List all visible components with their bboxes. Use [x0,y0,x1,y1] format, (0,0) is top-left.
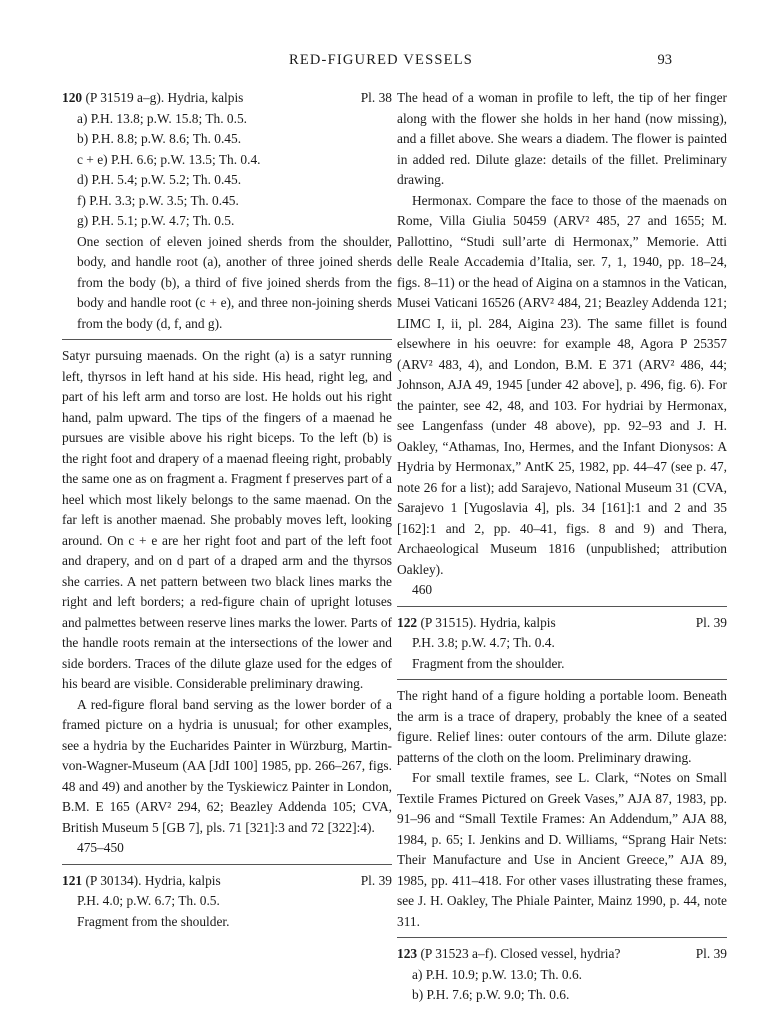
running-head [0,48,762,72]
entry-number: 122 [397,614,418,630]
condition-text: One section of eleven joined sherds from the shoulder, body, and handle root (a), another of three joined sherds from the body (b), a third of five joined sherds from the body and handle root (c + e), and three non-joining sherds from the body (d, f, and g). [77,233,392,331]
plate-reference: Pl. 39 [360,872,392,888]
entry-title: (P 30134). Hydria, kalpis [85,872,221,888]
description-text: Satyr pursuing maenads. On the right (a) is a satyr running left, thyrsos in left hand at his side. His head, right leg, and part of his left arm and torso are lost. He holds out his right hand, palm upward. The tips of the fingers of a maenad he pursues are visible above his right biceps. To the left (b) is the right foot and drapery of a maenad fleeing right, probably the same one as on fragment a. Fragment f preserves part of a heel which most likely belongs to the same maenad. On the far left is another maenad. She probably moves left, looking around. On c + e are her right foot and part of the left foot and drapery, and on d part of a draped arm and the thyrsos she carries. A net pattern between two black lines marks the right and left borders; a red-figure chain of upright lotuses and palmettes between reserve lines marks the lower. Parts of the handle roots remain at the intersections of the lower and side borders. Traces of the dilute glaze used for the edges of his beard are visible. Considerable preliminary drawing. [62,348,392,691]
entry-title: (P 31523 a–f). Closed vessel, hydria? [420,946,621,961]
entry-divider [397,937,727,938]
plate-reference: Pl. 39 [695,614,727,630]
entry-number: 121 [62,872,83,888]
catalogue-entry-123 [397,944,727,1006]
entry-heading [397,944,727,965]
condition-text: Fragment from the shoulder. [412,655,565,671]
entry-number: 123 [397,946,418,961]
entry-number: 120 [62,90,83,105]
entry-heading-text [62,871,221,892]
commentary-text: Hermonax. Compare the face to those of the maenads on Rome, Villa Giulia 50459 (ARV² 485, 27 and 1655; M. Pallottino, “Studi sull’arte di Hermonax,” Memorie. Atti delle Reale Accademia d’Italia, ser. 7, 1, 1940, pp. 18–24, figs. 8–11) or the head of Aigina on a stamnos in the Vatican, Musei Vaticani 16526 (ARV² 484, 21; Beazley Addenda 121; LIMC I, ii, pl. 284, Aigina 23). The same fillet is found elsewhere in his oeuvre: for example 48, Agora P 25357 (ARV² 483, 4), and London, B.M. E 371 (ARV² 486, 44; Johnson, AJA 49, 1945 [under 42 above], p. 496, fig. 6). For the painter, see 42, 48, and 103. For hydriai by Hermonax, see Langenfass (under 48 above), pp. 92–93 and J. H. Oakley, “Athamas, Ino, Hermes, and the Infant Dionysos: A Hydria by Hermonax,” AntK 25, 1982, pp. 44–47 (see p. 47, note 26 for a list); add Sarajevo, National Museum 31 (CVA, Sarajevo 1 [Yugoslavia 4], pls. 34 [161]:1 and 2 and 35 [162]:1 and 2, pp. 40–41, figs. 8 and 9) and Thera, Archaeological Museum 1816 (unpublished; attribution Oakley). [397,192,727,577]
entry-heading [62,871,392,892]
description-text: The right hand of a figure holding a portable loom. Beneath the arm is a trace of drapery, probably the knee of a seated figure. Relief lines: outer contours of the arm. Dilute glaze: patterns of the cloth on the loom. Preliminary drawing. [397,688,727,765]
entry-heading-text [397,613,556,634]
measurement-line: f) P.H. 3.3; p.W. 3.5; Th. 0.45. [77,192,239,208]
entry-heading-text [62,88,243,109]
section-divider [62,339,392,340]
measurement-line: d) P.H. 5.4; p.W. 5.2; Th. 0.45. [77,172,242,187]
measurement-line: P.H. 3.8; p.W. 4.7; Th. 0.4. [412,635,555,650]
condition-text: Fragment from the shoulder. [77,913,230,929]
measurement-line: b) P.H. 7.6; p.W. 9.0; Th. 0.6. [412,987,570,1002]
measurement-line: a) P.H. 13.8; p.W. 15.8; Th. 0.5. [77,110,247,126]
entry-divider [62,864,392,865]
entry-heading [62,88,392,109]
measurement-line: P.H. 4.0; p.W. 6.7; Th. 0.5. [77,893,220,908]
right-column [397,88,727,1006]
section-divider [397,679,727,680]
date-text: 460 [412,582,433,597]
measurement-line: a) P.H. 10.9; p.W. 13.0; Th. 0.6. [412,966,582,982]
entry-heading [397,613,727,634]
plate-reference: Pl. 39 [695,946,727,961]
entry-heading-text [397,944,620,965]
page-number: 93 [657,52,672,68]
commentary-text: A red-figure floral band serving as the lower border of a framed picture on a hydria is unusual; for other examples, see a hydria by the Eucharides Painter in Würzburg, Martin-von-Wagner-Museum (AA [JdI 100] 1985, pp. 266–267, figs. 48 and 49) and another by the Tyskiewicz Painter in London, B.M. E 165 (ARV² 294, 62; Beazley Addenda 105; CVA, British Museum 5 [GB 7], pls. 71 [321]:3 and 72 [322]:4). [62,696,392,835]
entry-title: (P 31519 a–g). Hydria, kalpis [85,90,244,105]
measurement-line: g) P.H. 5.1; p.W. 4.7; Th. 0.5. [77,213,235,228]
commentary-text: For small textile frames, see L. Clark, “Notes on Small Textile Frames Pictured on Greek Vases,” AJA 87, 1983, pp. 91–96 and “Small Textile Frames: An Addendum,” AJA 88, 1984, p. 65; I. Jenkins and D. Williams, “Sprang Hair Nets: Their Manufacture and Use in Ancient Greece,” AJA 89, 1985, pp. 411–418. For other vases illustrating these frames, see J. H. Oakley, The Phiale Painter, Mainz 1990, p. 44, note 311. [397,770,727,929]
catalogue-entry-122 [397,613,727,933]
catalogue-entry-121 [62,871,392,933]
left-column [62,88,392,932]
entry-title: (P 31515). Hydria, kalpis [420,614,556,630]
description-text: The head of a woman in profile to left, the tip of her finger along with the flower she holds in her hand (now missing), and a fillet above. She wears a diadem. The flower is painted in added red. Dilute glaze: details of the fillet. Preliminary drawing. [397,90,727,187]
measurement-line: b) P.H. 8.8; p.W. 8.6; Th. 0.45. [77,131,242,146]
running-title: RED-FIGURED VESSELS [288,52,474,68]
entry-divider [397,606,727,607]
plate-reference: Pl. 38 [360,90,392,105]
catalogue-entry-120 [62,88,392,859]
date-text: 475–450 [77,840,124,855]
measurement-line: c + e) P.H. 6.6; p.W. 13.5; Th. 0.4. [77,151,261,167]
